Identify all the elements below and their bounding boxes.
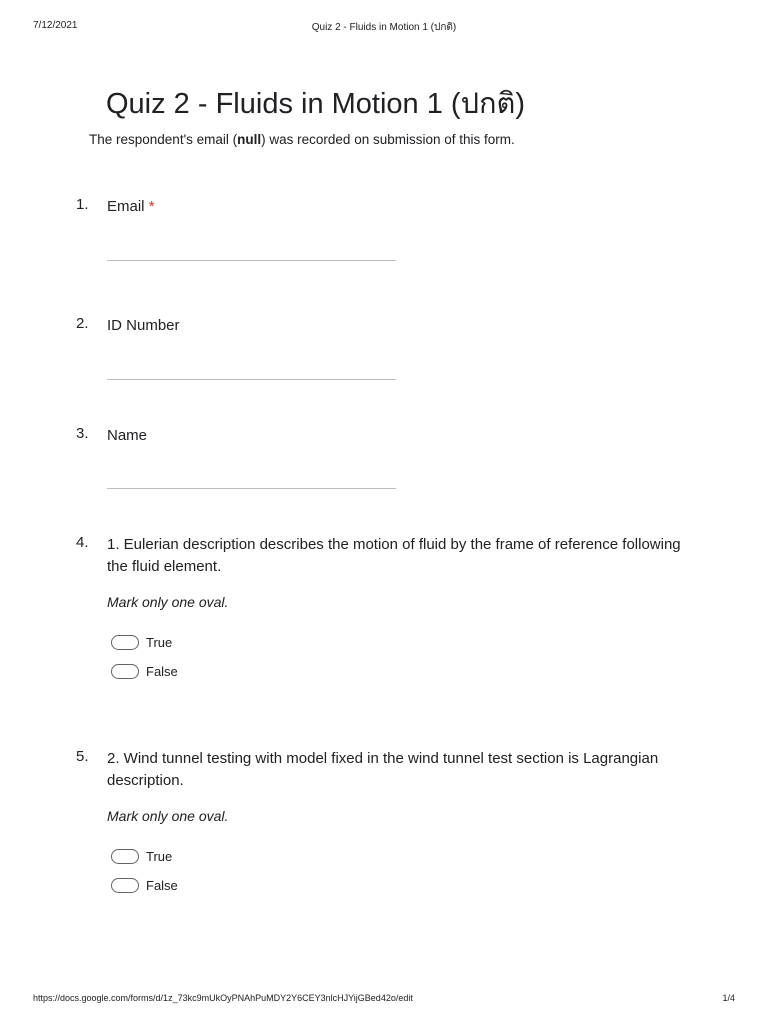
option-label: True xyxy=(146,848,173,864)
question-number: 2. xyxy=(76,315,89,332)
option-false[interactable] xyxy=(111,662,178,680)
mark-one-oval-hint: Mark only one oval. xyxy=(107,594,229,610)
radio-oval[interactable] xyxy=(111,878,139,893)
option-true[interactable] xyxy=(111,633,172,651)
email-note-value: null xyxy=(237,132,262,147)
print-header-title: Quiz 2 - Fluids in Motion 1 (ปกติ) xyxy=(311,22,457,33)
question-number: 5. xyxy=(76,748,89,765)
print-footer-url: https://docs.google.com/forms/d/1z_73kc9mUkOyPNAhPuMDY2Y6CEY3nlcHJYijGBed42o/edit xyxy=(33,993,413,1003)
question-label: Email xyxy=(107,198,145,215)
question-text: Name xyxy=(107,427,148,444)
option-false[interactable] xyxy=(111,876,178,894)
page-number: 1/4 xyxy=(722,993,735,1003)
mark-one-oval-hint: Mark only one oval. xyxy=(107,808,229,824)
question-number: 4. xyxy=(76,534,89,551)
email-note-prefix: The respondent's email ( xyxy=(89,132,238,147)
option-label: True xyxy=(146,634,173,650)
radio-oval[interactable] xyxy=(111,664,139,679)
name-answer-field[interactable] xyxy=(107,488,396,489)
question-text xyxy=(107,196,697,218)
radio-oval[interactable] xyxy=(111,635,139,650)
question-number: 3. xyxy=(76,425,89,442)
question-text: 2. Wind tunnel testing with model fixed in the wind tunnel test section is Lagrangian description. xyxy=(107,750,659,789)
id-number-answer-field[interactable] xyxy=(107,379,396,380)
required-asterisk: * xyxy=(148,198,155,215)
email-note-suffix: ) was recorded on submission of this form. xyxy=(261,132,515,147)
question-text: ID Number xyxy=(107,317,180,334)
option-label: False xyxy=(146,663,178,679)
question-text: 1. Eulerian description describes the motion of fluid by the frame of reference following the fluid element. xyxy=(107,536,681,575)
question-number: 1. xyxy=(76,196,89,213)
option-label: False xyxy=(146,877,178,893)
radio-oval[interactable] xyxy=(111,849,139,864)
option-true[interactable] xyxy=(111,847,172,865)
email-recorded-note xyxy=(89,132,515,147)
form-title: Quiz 2 - Fluids in Motion 1 (ปกติ) xyxy=(106,88,526,120)
email-answer-field[interactable] xyxy=(107,260,396,261)
print-date: 7/12/2021 xyxy=(33,20,78,31)
